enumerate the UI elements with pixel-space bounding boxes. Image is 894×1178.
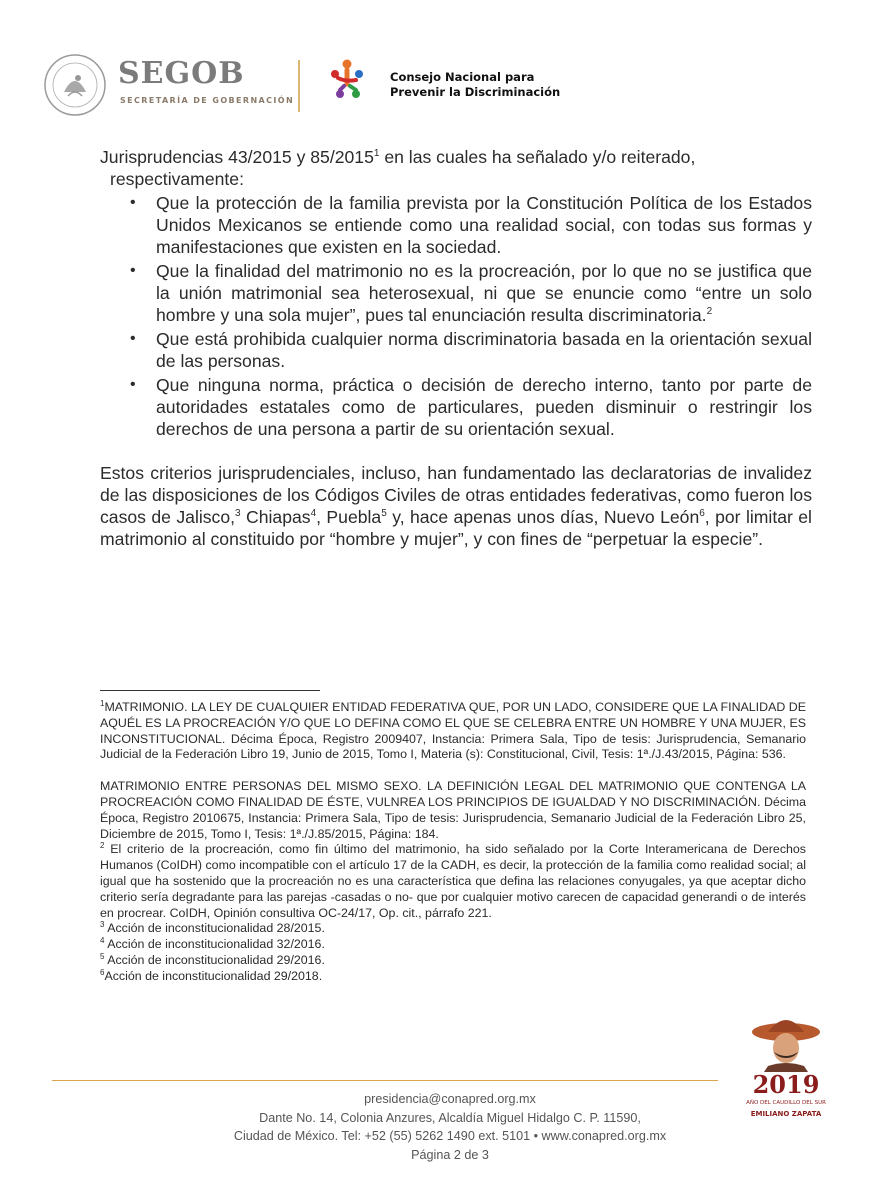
page-number: Página 2 de 3	[411, 1147, 489, 1162]
footnote-number: 6	[100, 967, 105, 977]
footnotes	[100, 700, 806, 985]
criteria-paragraph	[100, 462, 812, 550]
segob-title: SEGOB	[118, 56, 245, 91]
criteria-list	[100, 192, 812, 440]
badge-line1: AÑO DEL CAUDILLO DEL SUR	[746, 1100, 826, 1106]
footnote-1b	[100, 779, 806, 842]
bullet-icon: •	[130, 330, 136, 347]
footnote-text: MATRIMONIO ENTRE PERSONAS DEL MISMO SEXO. LA DEFINICIÓN LEGAL DEL MATRIMONIO QUE CONTENGA LA PROCREACIÓN COMO FINALIDAD DE ÉSTE, VULNREA LOS PRINCIPIOS DE IGUALDAD Y NO DISCRIMINACIÓN. Décima Época, Registro 2010675, Instancia: Primera Sala, Tipo de tesis: Jurisprudencia, Semanario Judicial de la Federación Libro 25, Diciembre de 2015, Tomo I, Tesis: 1ª./J.85/2015, Página: 184.	[100, 779, 806, 841]
paragraph-text: , Puebla	[316, 507, 382, 527]
intro-paragraph	[100, 146, 812, 190]
footnote-number: 5	[100, 951, 105, 961]
badge-year: 2019	[752, 1070, 820, 1099]
conapred-line2: Prevenir la Discriminación	[390, 85, 561, 99]
intro-text: en las cuales ha señalado y/o reiterado,	[379, 147, 696, 167]
segob-subtitle: SECRETARÍA DE GOBERNACIÓN	[120, 96, 295, 105]
footnote-4	[100, 937, 806, 953]
footnote-ref: 4	[310, 508, 317, 520]
conapred-line1: Consejo Nacional para	[390, 70, 535, 84]
footnote-ref: 6	[699, 508, 705, 520]
badge-line2: EMILIANO ZAPATA	[750, 1110, 822, 1118]
intro-text: respectivamente:	[110, 169, 244, 189]
footnote-text: Acción de inconstitucionalidad 28/2015.	[104, 921, 325, 936]
bullet-icon: •	[130, 376, 136, 393]
footer-divider	[52, 1080, 718, 1081]
footnote-number: 1	[100, 698, 105, 708]
paragraph-text: y, hace apenas unos días, Nuevo León	[386, 507, 700, 527]
list-item-text: Que la finalidad del matrimonio no es la procreación, por lo que no se justifica que la unión matrimonial sea heterosexual, ni que se enuncie como “entre un solo hombre y una sola mujer”, pues tal enunciación resulta discriminatoria.	[156, 261, 812, 325]
footnote-ref: 1	[373, 148, 380, 160]
paragraph-text: Estos criterios jurisprudenciales, incluso, han fundamentado las declaratorias de invalidez de las disposiciones de los Códigos Civiles de otras entidades federativas, como fueron los casos de Jalisco,	[100, 463, 812, 527]
footer-email: presidencia@conapred.org.mx	[364, 1092, 536, 1106]
footnote-number: 4	[100, 936, 105, 946]
document-body	[100, 146, 812, 550]
list-item	[100, 260, 812, 326]
footnote-ref: 3	[235, 508, 241, 520]
footnote-2	[100, 842, 806, 921]
conapred-name	[390, 70, 560, 100]
footnote-5	[100, 953, 806, 969]
footnote-number: 3	[100, 920, 105, 930]
paragraph-text: Chiapas	[240, 507, 311, 527]
footnote-text: Acción de inconstitucionalidad 29/2018.	[104, 968, 323, 983]
footnote-1a	[100, 700, 806, 763]
footnote-ref: 5	[381, 508, 387, 520]
mexico-seal-icon	[42, 52, 108, 118]
footnote-number: 2	[100, 841, 105, 851]
footer-contact: Ciudad de México. Tel: +52 (55) 5262 1490 ext. 5101 • www.conapred.org.mx	[233, 1129, 667, 1143]
footnote-text: MATRIMONIO. LA LEY DE CUALQUIER ENTIDAD FEDERATIVA QUE, POR UN LADO, CONSIDERE QUE LA FINALIDAD DE AQUÉL ES LA PROCREACIÓN Y/O QUE LO DEFINA COMO EL QUE SE CELEBRA ENTRE UN HOMBRE Y UNA MUJER, ES INCONSTITUCIONAL. Décima Época, Registro 2009407, Instancia: Primera Sala, Tipo de tesis: Jurisprudencia, Semanario Judicial de la Federación Libro 19, Junio de 2015, Tomo I, Materia (s): Constitucional, Civil, Tesis: 1ª./J.43/2015, Página: 536.	[100, 700, 806, 762]
footer-address: Dante No. 14, Colonia Anzures, Alcaldía Miguel Hidalgo C. P. 11590,	[259, 1110, 641, 1125]
page-footer	[140, 1090, 760, 1164]
conapred-logo-icon	[326, 58, 368, 102]
footnote-separator	[100, 690, 320, 691]
list-item-text: Que está prohibida cualquier norma discriminatoria basada en la orientación sexual de las personas.	[156, 329, 812, 371]
bullet-icon: •	[130, 194, 136, 211]
footnote-text: Acción de inconstitucionalidad 29/2016.	[104, 952, 325, 967]
header-divider	[298, 60, 300, 112]
footnote-ref: 2	[706, 306, 713, 318]
footnote-text: Acción de inconstitucionalidad 32/2016.	[104, 937, 325, 952]
list-item	[100, 328, 812, 372]
bullet-icon: •	[130, 262, 136, 279]
list-item-text: Que ninguna norma, práctica o decisión de derecho interno, tanto por parte de autoridades estatales como de particulares, pueden disminuir o restringir los derechos de una persona a partir de su orientación sexual.	[156, 375, 812, 439]
letterhead	[42, 48, 602, 118]
list-item-text: Que la protección de la familia prevista por la Constitución Política de los Estados Unidos Mexicanos se entiende como una realidad social, con todas sus formas y manifestaciones que existen en la sociedad.	[156, 193, 812, 257]
footnote-6	[100, 969, 806, 985]
list-item	[100, 192, 812, 258]
footnote-text: El criterio de la procreación, como fin último del matrimonio, ha sido señalado por la Corte Interamericana de Derechos Humanos (CoIDH) como incompatible con el artículo 17 de la CADH, es decir, la protección de la familia como realidad social; al igual que ha sostenido que la procreación no es una característica que defina las relaciones conyugales, ya que aceptar dicho criterio sería degradante para las parejas -casadas o no- que por cualquier motivo carecen de capacidad generandi o de interés en procrear. CoIDH, Opinión consultiva OC-24/17, Op. cit., párrafo 221.	[100, 842, 806, 920]
footnote-3	[100, 921, 806, 937]
intro-text: Jurisprudencias 43/2015 y 85/2015	[100, 147, 374, 167]
list-item	[100, 374, 812, 440]
paragraph-text: , por limitar el matrimonio al constituido por “hombre y mujer”, y con fines de “perpetuar la especie”.	[100, 507, 812, 549]
